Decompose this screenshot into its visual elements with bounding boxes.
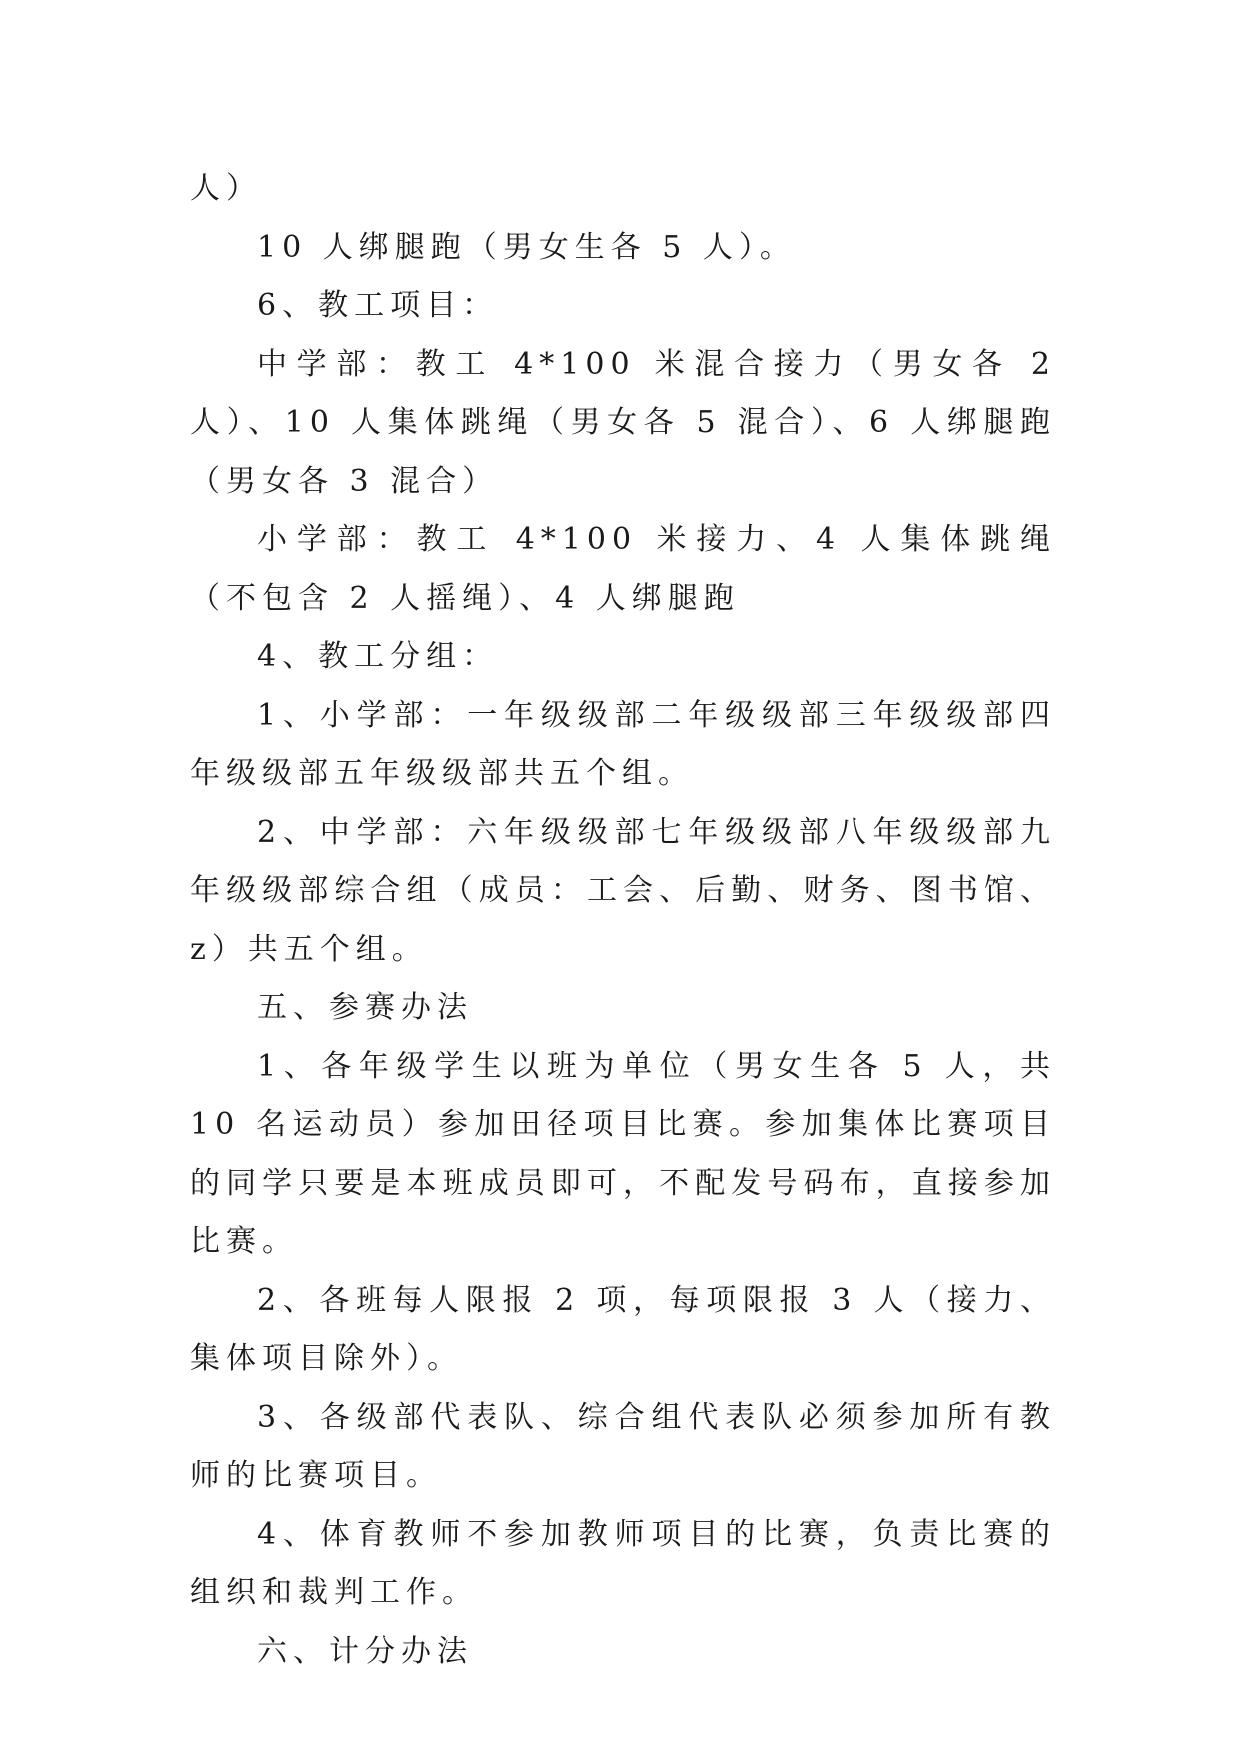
paragraph-middle-school-groups: 2、中学部：六年级级部七年级级部八年级级部九年级级部综合组（成员：工会、后勤、财务、图书馆、z）共五个组。 bbox=[190, 814, 1056, 967]
paragraph-continuation: 人） bbox=[190, 171, 262, 206]
paragraph-rule-4: 4、体育教师不参加教师项目的比赛，负责比赛的组织和裁判工作。 bbox=[190, 1516, 1056, 1610]
paragraph-rule-3: 3、各级部代表队、综合组代表队必须参加所有教师的比赛项目。 bbox=[190, 1399, 1056, 1493]
paragraph-leg-tied-race: 10 人绑腿跑（男女生各 5 人）。 bbox=[257, 229, 796, 265]
paragraph-primary-school-groups: 1、小学部：一年级级部二年级级部三年级级部四年级级部五年级级部共五个组。 bbox=[190, 697, 1056, 791]
heading-scoring-method: 六、计分办法 bbox=[257, 1633, 473, 1669]
heading-staff-groups: 4、教工分组： bbox=[257, 639, 499, 674]
paragraph-primary-school-staff-events: 小学部：教工 4*100 米接力、4 人集体跳绳（不包含 2 人摇绳）、4 人绑腿跑 bbox=[190, 522, 1056, 616]
paragraph-rule-2: 2、各班每人限报 2 项，每项限报 3 人（接力、集体项目除外）。 bbox=[190, 1282, 1056, 1376]
heading-participation-rules: 五、参赛办法 bbox=[257, 990, 473, 1025]
paragraph-rule-1: 1、各年级学生以班为单位（男女生各 5 人，共 10 名运动员）参加田径项目比赛。参加集体比赛项目的同学只要是本班成员即可，不配发号码布，直接参加比赛。 bbox=[190, 1048, 1056, 1259]
document-body bbox=[190, 160, 1056, 1681]
paragraph-middle-school-staff-events: 中学部：教工 4*100 米混合接力（男女各 2 人）、10 人集体跳绳（男女各 5 混合）、6 人绑腿跑（男女各 3 混合） bbox=[190, 346, 1056, 499]
heading-staff-events: 6、教工项目： bbox=[257, 288, 499, 323]
